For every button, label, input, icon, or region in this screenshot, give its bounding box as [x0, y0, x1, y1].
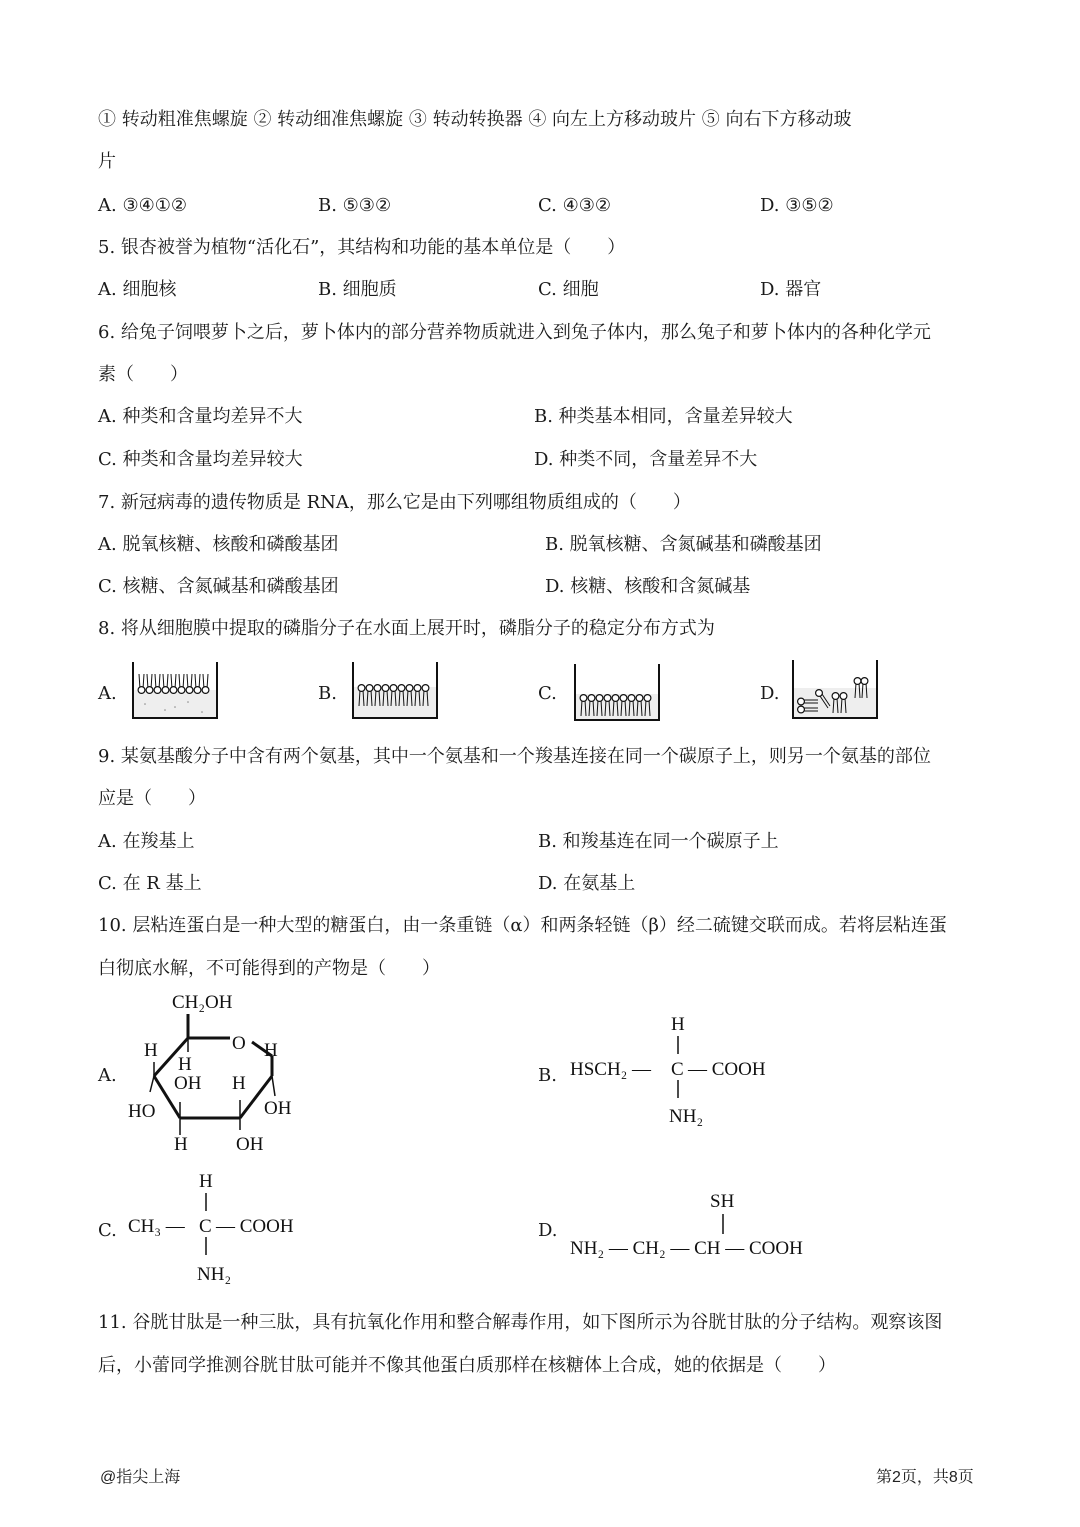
q11-stem-line1: 11. 谷胱甘肽是一种三肽，具有抗氧化作用和整合解毒作用，如下图所示为谷胱甘肽的分子结构。观察该图 — [98, 1312, 943, 1333]
q6-stem-line2: 素（ ） — [98, 364, 188, 385]
c-bottom-nh2: NH₂ — [197, 1264, 232, 1285]
q9-option-c: C. 在 R 基上 — [98, 873, 202, 894]
q5-option-c: C. 细胞 — [538, 279, 599, 300]
q7-option-c: C. 核糖、含氮碱基和磷酸基团 — [98, 576, 339, 597]
c-top-h: H — [199, 1171, 213, 1192]
q10-stem-line1: 10. 层粘连蛋白是一种大型的糖蛋白，由一条重链（α）和两条轻链（β）经二硫键交联而成。若将层粘连蛋 — [98, 915, 947, 936]
q4-option-c: C. ④③② — [538, 195, 611, 216]
b-right-group: — COOH — [688, 1059, 766, 1080]
glucose-oh-1: OH — [174, 1073, 202, 1094]
q4-option-b: B. ⑤③② — [318, 195, 392, 216]
d-bond — [715, 1214, 735, 1238]
q9-option-d: D. 在氨基上 — [538, 873, 636, 894]
q6-option-d: D. 种类不同，含量差异不大 — [534, 449, 758, 470]
c-left-group: CH₃ — — [128, 1216, 185, 1237]
d-chain: NH₂ — CH₂ — CH — COOH — [570, 1238, 803, 1259]
b-carbon: C — [671, 1059, 684, 1080]
q8-stem: 8. 将从细胞膜中提取的磷脂分子在水面上展开时，磷脂分子的稳定分布方式为 — [98, 618, 715, 639]
q6-option-a: A. 种类和含量均差异不大 — [98, 406, 303, 427]
q7-stem: 7. 新冠病毒的遗传物质是 RNA，那么它是由下列哪组物质组成的（ ） — [98, 492, 691, 513]
q8-option-c: C. — [538, 683, 557, 704]
q4-steps-line1: ① 转动粗准焦螺旋 ② 转动细准焦螺旋 ③ 转动转换器 ④ 向左上方移动玻片 ⑤ 向右下方移动玻 — [98, 109, 852, 130]
q8-option-a: A. — [98, 683, 117, 704]
q9-stem-line2: 应是（ ） — [98, 788, 206, 809]
b-bottom-nh2: NH₂ — [669, 1106, 704, 1127]
glucose-oh-3: OH — [236, 1134, 264, 1155]
glucose-ho: HO — [128, 1101, 156, 1122]
glucose-h-2: H — [178, 1054, 192, 1075]
q9-option-b: B. 和羧基连在同一个碳原子上 — [538, 831, 779, 852]
q9-stem-line1: 9. 某氨基酸分子中含有两个氨基，其中一个氨基和一个羧基连接在同一个碳原子上，则另一个氨基的部位 — [98, 746, 931, 767]
q7-option-b: B. 脱氧核糖、含氮碱基和磷酸基团 — [545, 534, 822, 555]
q5-option-b: B. 细胞质 — [318, 279, 397, 300]
q4-steps-line2: 片 — [98, 151, 116, 172]
glucose-oh-2: OH — [264, 1098, 292, 1119]
q7-option-a: A. 脱氧核糖、核酸和磷酸基团 — [98, 534, 339, 555]
b-left-group: HSCH₂ — — [570, 1059, 652, 1080]
glucose-h-1: H — [144, 1040, 158, 1061]
beaker-c-figure — [572, 662, 662, 724]
q6-option-b: B. 种类基本相同，含量差异较大 — [534, 406, 793, 427]
b-top-h: H — [671, 1014, 685, 1035]
c-right-group: — COOH — [216, 1216, 294, 1237]
beaker-b-figure — [350, 660, 440, 722]
q10-option-b: B. — [538, 1065, 557, 1086]
beaker-d-figure — [790, 658, 880, 722]
q6-option-c: C. 种类和含量均差异较大 — [98, 449, 303, 470]
glucose-ch2oh: CH₂OH — [172, 992, 233, 1013]
footer-source: @指尖上海 — [100, 1469, 181, 1486]
q5-option-d: D. 器官 — [760, 279, 822, 300]
q7-option-d: D. 核糖、核酸和含氮碱基 — [545, 576, 751, 597]
q8-option-b: B. — [318, 683, 337, 704]
q4-option-d: D. ③⑤② — [760, 195, 834, 216]
glucose-ring-o: O — [232, 1033, 246, 1054]
q5-stem: 5. 银杏被誉为植物“活化石”，其结构和功能的基本单位是（ ） — [98, 237, 626, 258]
beaker-a-figure — [130, 660, 220, 722]
glucose-ring-lines — [120, 990, 320, 1160]
q4-option-a: A. ③④①② — [98, 195, 187, 216]
q10-option-d: D. — [538, 1220, 558, 1241]
c-carbon: C — [199, 1216, 212, 1237]
footer-page-number: 第2页，共8页 — [876, 1469, 974, 1486]
q10-stem-line2: 白彻底水解，不可能得到的产物是（ ） — [98, 958, 440, 979]
q9-option-a: A. 在羧基上 — [98, 831, 195, 852]
q11-stem-line2: 后，小蕾同学推测谷胱甘肽可能并不像其他蛋白质那样在核糖体上合成，她的依据是（ ） — [98, 1355, 836, 1376]
q5-option-a: A. 细胞核 — [98, 279, 177, 300]
q10-option-c: C. — [98, 1220, 117, 1241]
q10-option-a: A. — [98, 1065, 117, 1086]
glucose-h-4: H — [232, 1073, 246, 1094]
glucose-h-5: H — [174, 1134, 188, 1155]
q8-option-d: D. — [760, 683, 780, 704]
q6-stem-line1: 6. 给兔子饲喂萝卜之后，萝卜体内的部分营养物质就进入到兔子体内，那么兔子和萝卜体内的各种化学元 — [98, 322, 931, 343]
d-top-sh: SH — [710, 1191, 735, 1212]
glucose-h-3: H — [264, 1040, 278, 1061]
